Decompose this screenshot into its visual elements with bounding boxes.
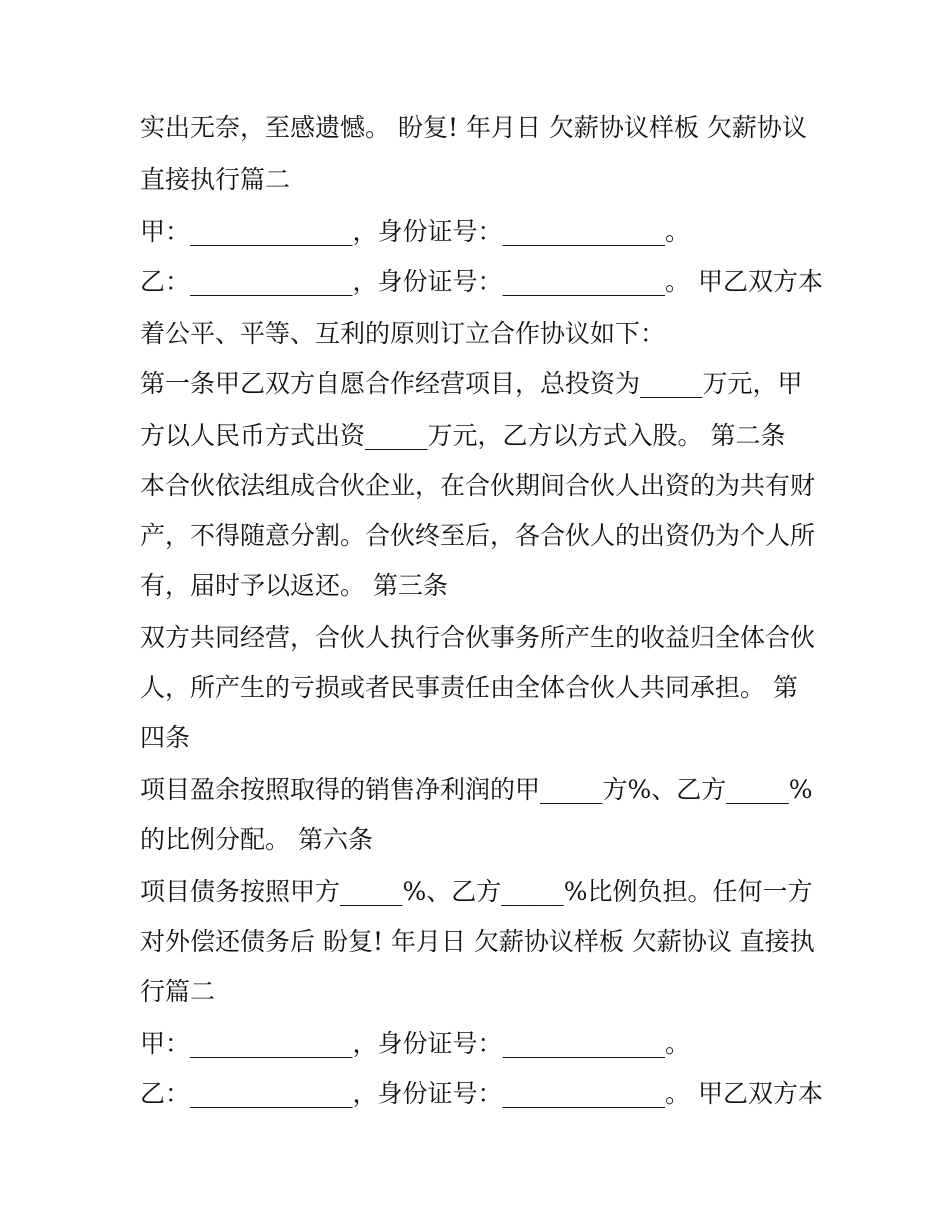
text-line: 行篇二 <box>140 977 216 1006</box>
text-line: 乙：_____________，身份证号：_____________。 甲乙双方本 <box>140 267 823 296</box>
text-line: 对外偿还债务后 盼复! 年月日 欠薪协议样板 欠薪协议 直接执 <box>140 927 815 956</box>
text-line: 甲：_____________，身份证号：_____________。 <box>140 1029 691 1058</box>
text-line: 人，所产生的亏损或者民事责任由全体合伙人共同承担。 第 <box>140 673 798 702</box>
text-line: 四条 <box>140 723 191 752</box>
text-line: 乙：_____________，身份证号：_____________。 甲乙双方本 <box>140 1079 823 1108</box>
text-line: 甲：_____________，身份证号：_____________。 <box>140 217 691 246</box>
text-line: 的比例分配。 第六条 <box>140 825 373 854</box>
text-line: 直接执行篇二 <box>140 165 291 194</box>
text-line: 有，届时予以返还。 第三条 <box>140 571 448 600</box>
text-line: 实出无奈，至感遗憾。 盼复! 年月日 欠薪协议样板 欠薪协议 <box>140 113 807 142</box>
text-line: 着公平、平等、互利的原则订立合作协议如下： <box>140 319 666 348</box>
text-line: 方以人民币方式出资_____万元，乙方以方式入股。 第二条 <box>140 421 786 450</box>
text-line: 双方共同经营，合伙人执行合伙事务所产生的收益归全体合伙 <box>140 623 816 652</box>
text-line: 产，不得随意分割。合伙终至后，各合伙人的出资仍为个人所 <box>140 521 816 550</box>
text-line: 项目债务按照甲方_____%、乙方_____%比例负担。任何一方 <box>140 877 813 906</box>
text-line: 项目盈余按照取得的销售净利润的甲_____方%、乙方_____% <box>140 775 813 804</box>
text-line: 本合伙依法组成合伙企业，在合伙期间合伙人出资的为共有财 <box>140 471 816 500</box>
text-line: 第一条甲乙双方自愿合作经营项目，总投资为_____万元，甲 <box>140 369 803 398</box>
